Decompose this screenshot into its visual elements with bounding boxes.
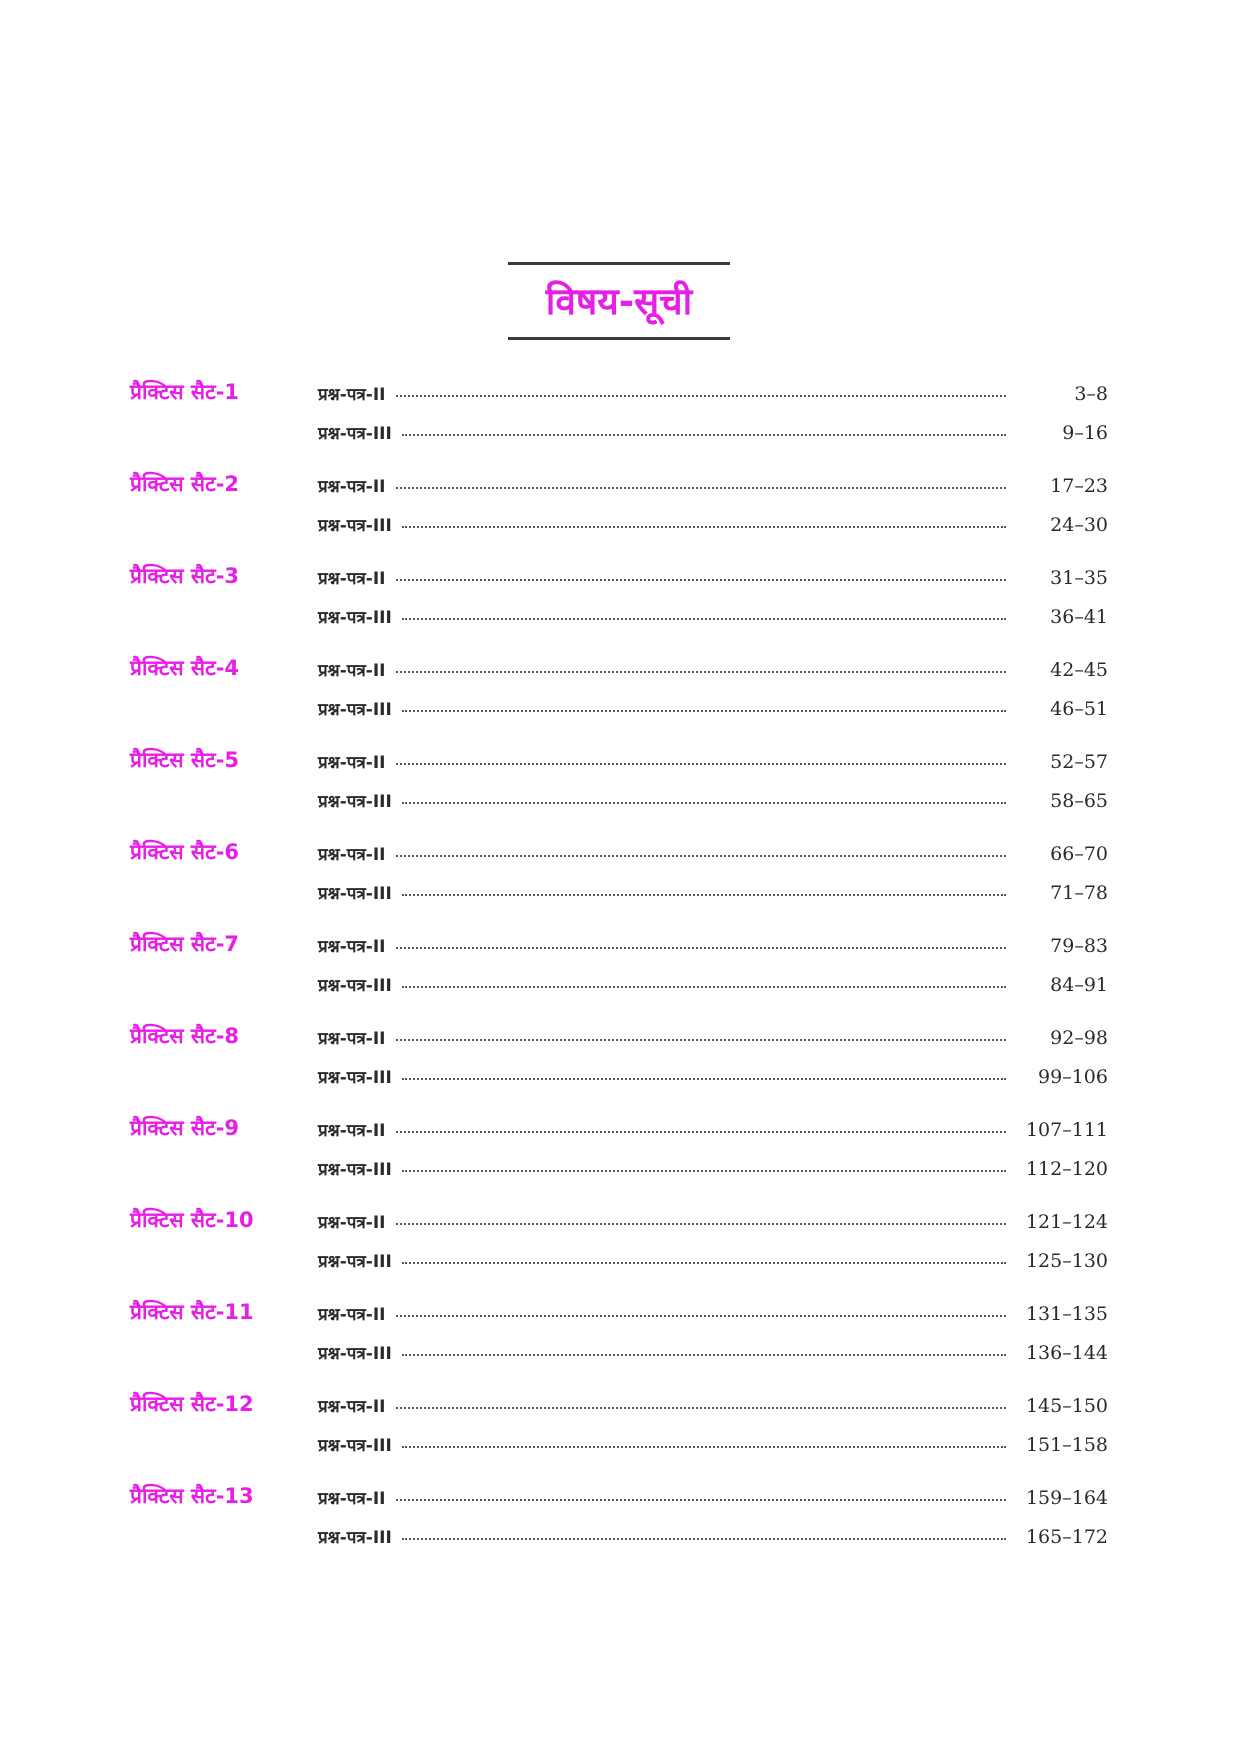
paper-label: प्रश्न-पत्र-II (318, 661, 386, 681)
practice-set-title: प्रैक्टिस सैट-10 (130, 1208, 254, 1232)
practice-set-title: प्रैक्टिस सैट-11 (130, 1300, 254, 1324)
practice-set-title: प्रैक्टिस सैट-2 (130, 472, 240, 496)
toc-entry-line (318, 513, 1108, 536)
practice-set (0, 1296, 1240, 1374)
paper-label: प्रश्न-पत्र-II (318, 1397, 386, 1417)
paper-label: प्रश्न-पत्र-II (318, 1029, 386, 1049)
toc-entry-line (318, 1433, 1108, 1456)
toc-entry-line (318, 1249, 1108, 1272)
page-range: 31–35 (1050, 567, 1108, 589)
dot-leader (402, 1262, 1006, 1264)
paper-label: प्रश्न-पत्र-II (318, 1489, 386, 1509)
toc-entry[interactable] (0, 836, 1240, 875)
toc-entry-line (318, 1302, 1108, 1325)
practice-set (0, 928, 1240, 1006)
page-range: 17–23 (1050, 475, 1108, 497)
toc-entry-line (318, 421, 1108, 444)
toc-entry[interactable] (0, 1335, 1240, 1374)
toc-entry[interactable] (0, 744, 1240, 783)
paper-label: प्रश्न-पत्र-III (318, 792, 392, 812)
dot-leader (396, 671, 1007, 673)
title-box (508, 262, 730, 340)
toc-entry[interactable] (0, 1388, 1240, 1427)
toc-entry-line (318, 658, 1108, 681)
toc-entry-line (318, 1525, 1108, 1548)
practice-set (0, 652, 1240, 730)
practice-set (0, 744, 1240, 822)
paper-label: प्रश्न-पत्र-II (318, 753, 386, 773)
practice-set-title: प्रैक्टिस सैट-12 (130, 1392, 254, 1416)
page-range: 71–78 (1050, 882, 1108, 904)
paper-label: प्रश्न-पत्र-II (318, 845, 386, 865)
dot-leader (402, 802, 1006, 804)
toc-entry[interactable] (0, 783, 1240, 822)
dot-leader (396, 947, 1007, 949)
practice-set-title: प्रैक्टिस सैट-9 (130, 1116, 240, 1140)
dot-leader (396, 1315, 1007, 1317)
page-range: 52–57 (1050, 751, 1108, 773)
toc-entry-line (318, 1486, 1108, 1509)
toc-entry[interactable] (0, 1059, 1240, 1098)
toc-entry-line (318, 750, 1108, 773)
page-range: 112–120 (1025, 1158, 1108, 1180)
paper-label: प्रश्न-पत्र-II (318, 569, 386, 589)
toc-entry-line (318, 973, 1108, 996)
toc-entry[interactable] (0, 376, 1240, 415)
dot-leader (402, 1354, 1006, 1356)
dot-leader (402, 710, 1006, 712)
dot-leader (402, 986, 1006, 988)
paper-label: प्रश्न-पत्र-III (318, 1344, 392, 1364)
practice-set-title: प्रैक्टिस सैट-6 (130, 840, 240, 864)
page-range: 9–16 (1062, 422, 1108, 444)
paper-label: प्रश्न-पत्र-III (318, 424, 392, 444)
toc-entry[interactable] (0, 415, 1240, 454)
paper-label: प्रश्न-पत्र-II (318, 1305, 386, 1325)
toc-entry-line (318, 1026, 1108, 1049)
paper-label: प्रश्न-पत्र-III (318, 1528, 392, 1548)
dot-leader (402, 894, 1006, 896)
page-range: 136–144 (1025, 1342, 1108, 1364)
toc-entry-line (318, 1065, 1108, 1088)
toc-entry-line (318, 697, 1108, 720)
toc-entry[interactable] (0, 1296, 1240, 1335)
toc-entry[interactable] (0, 1243, 1240, 1282)
practice-set-title: प्रैक्टिस सैट-7 (130, 932, 240, 956)
page-range: 46–51 (1050, 698, 1108, 720)
toc-entry[interactable] (0, 1427, 1240, 1466)
paper-label: प्रश्न-पत्र-III (318, 884, 392, 904)
dot-leader (396, 395, 1007, 397)
toc-entry-line (318, 789, 1108, 812)
page-range: 24–30 (1050, 514, 1108, 536)
toc-entry-line (318, 605, 1108, 628)
paper-label: प्रश्न-पत्र-III (318, 1252, 392, 1272)
practice-set (0, 560, 1240, 638)
toc-entry-line (318, 1210, 1108, 1233)
toc-entry[interactable] (0, 967, 1240, 1006)
practice-set (0, 1020, 1240, 1098)
paper-label: प्रश्न-पत्र-III (318, 1160, 392, 1180)
toc-entry-line (318, 474, 1108, 497)
toc-entry-line (318, 1394, 1108, 1417)
toc-entry[interactable] (0, 468, 1240, 507)
toc-entry[interactable] (0, 652, 1240, 691)
paper-label: प्रश्न-पत्र-II (318, 477, 386, 497)
practice-set (0, 1480, 1240, 1558)
toc-entry-line (318, 1118, 1108, 1141)
toc-entry-line (318, 1341, 1108, 1364)
dot-leader (396, 1223, 1007, 1225)
toc-entry[interactable] (0, 691, 1240, 730)
practice-set (0, 1112, 1240, 1190)
dot-leader (396, 855, 1007, 857)
page-range: 145–150 (1025, 1395, 1108, 1417)
paper-label: प्रश्न-पत्र-III (318, 1436, 392, 1456)
toc-entry[interactable] (0, 1112, 1240, 1151)
paper-label: प्रश्न-पत्र-III (318, 700, 392, 720)
page-range: 36–41 (1050, 606, 1108, 628)
dot-leader (402, 1538, 1006, 1540)
toc-entry[interactable] (0, 507, 1240, 546)
dot-leader (396, 579, 1007, 581)
toc-entry[interactable] (0, 599, 1240, 638)
toc-entry-line (318, 566, 1108, 589)
practice-set-title: प्रैक्टिस सैट-3 (130, 564, 240, 588)
practice-set (0, 836, 1240, 914)
dot-leader (396, 1407, 1007, 1409)
page-range: 66–70 (1050, 843, 1108, 865)
dot-leader (396, 1039, 1007, 1041)
page-range: 92–98 (1050, 1027, 1108, 1049)
page-range: 42–45 (1050, 659, 1108, 681)
practice-set-title: प्रैक्टिस सैट-8 (130, 1024, 240, 1048)
toc-entry-line (318, 881, 1108, 904)
paper-label: प्रश्न-पत्र-III (318, 608, 392, 628)
toc-entry-line (318, 382, 1108, 405)
page-range: 131–135 (1025, 1303, 1108, 1325)
toc-entry-line (318, 842, 1108, 865)
practice-set (0, 1388, 1240, 1466)
practice-set (0, 376, 1240, 454)
page-range: 165–172 (1025, 1526, 1108, 1548)
paper-label: प्रश्न-पत्र-II (318, 385, 386, 405)
paper-label: प्रश्न-पत्र-III (318, 516, 392, 536)
dot-leader (402, 526, 1006, 528)
toc-entry[interactable] (0, 1020, 1240, 1059)
practice-set-title: प्रैक्टिस सैट-1 (130, 380, 240, 404)
toc-entry[interactable] (0, 560, 1240, 599)
dot-leader (396, 763, 1007, 765)
dot-leader (402, 618, 1006, 620)
practice-set-title: प्रैक्टिस सैट-4 (130, 656, 240, 680)
page-range: 58–65 (1050, 790, 1108, 812)
toc-entry[interactable] (0, 928, 1240, 967)
toc-entry-line (318, 1157, 1108, 1180)
page-range: 3–8 (1074, 383, 1108, 405)
dot-leader (402, 1170, 1006, 1172)
toc-entry[interactable] (0, 875, 1240, 914)
page-title: विषय-सूची (545, 279, 693, 323)
paper-label: प्रश्न-पत्र-II (318, 937, 386, 957)
toc-entry[interactable] (0, 1519, 1240, 1558)
practice-set (0, 468, 1240, 546)
page-range: 107–111 (1025, 1119, 1108, 1141)
practice-set-title: प्रैक्टिस सैट-13 (130, 1484, 254, 1508)
paper-label: प्रश्न-पत्र-II (318, 1213, 386, 1233)
page-range: 125–130 (1025, 1250, 1108, 1272)
dot-leader (402, 434, 1006, 436)
page-range: 121–124 (1025, 1211, 1108, 1233)
paper-label: प्रश्न-पत्र-III (318, 1068, 392, 1088)
toc-entry-line (318, 934, 1108, 957)
paper-label: प्रश्न-पत्र-II (318, 1121, 386, 1141)
dot-leader (396, 487, 1007, 489)
practice-set-title: प्रैक्टिस सैट-5 (130, 748, 240, 772)
toc-entry[interactable] (0, 1480, 1240, 1519)
page-range: 84–91 (1050, 974, 1108, 996)
dot-leader (396, 1499, 1007, 1501)
page-range: 159–164 (1025, 1487, 1108, 1509)
table-of-contents (0, 376, 1240, 1572)
page-range: 151–158 (1025, 1434, 1108, 1456)
page-range: 99–106 (1038, 1066, 1108, 1088)
dot-leader (402, 1078, 1006, 1080)
paper-label: प्रश्न-पत्र-III (318, 976, 392, 996)
page-range: 79–83 (1050, 935, 1108, 957)
toc-entry[interactable] (0, 1151, 1240, 1190)
dot-leader (396, 1131, 1007, 1133)
dot-leader (402, 1446, 1006, 1448)
practice-set (0, 1204, 1240, 1282)
toc-entry[interactable] (0, 1204, 1240, 1243)
